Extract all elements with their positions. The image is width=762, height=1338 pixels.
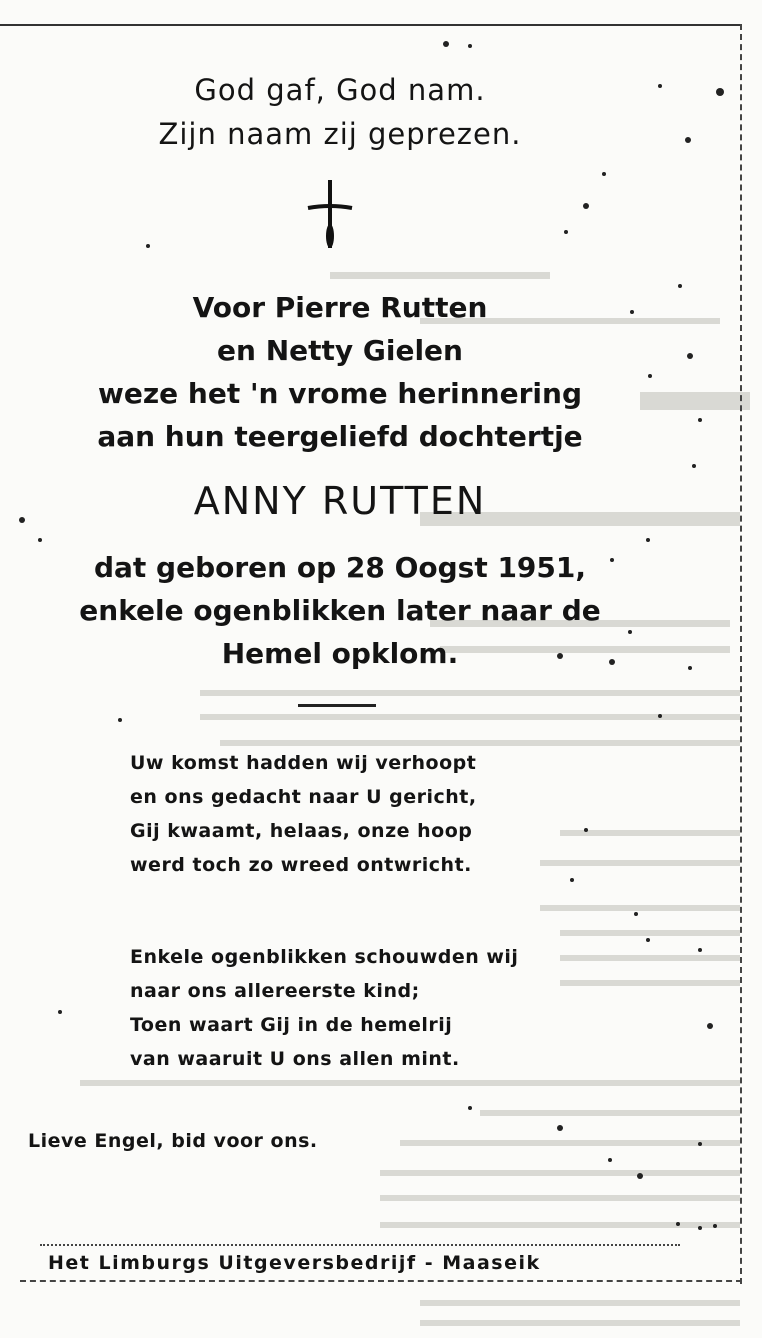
verse-1-line: en ons gedacht naar U gericht, [130,786,477,808]
birth-line-3: Hemel opklom. [221,637,459,670]
verse-2-line: naar ons allereerste kind; [130,980,420,1002]
verse-1-line: werd toch zo wreed ontwricht. [130,854,472,876]
motto-line-1: God gaf, God nam. [194,73,486,107]
motto-line-2: Zijn naam zij geprezen. [158,117,522,151]
closing-prayer: Lieve Engel, bid voor ons. [28,1130,318,1152]
birth-line-1: dat geboren op 28 Oogst 1951, [93,551,587,584]
verse-2-line: van waaruit U ons allen mint. [130,1048,460,1070]
verse-1-line: Gij kwaamt, helaas, onze hoop [130,820,473,842]
dedication-line-4: aan hun teergeliefd dochtertje [97,420,583,453]
birth-line-2: enkele ogenblikken later naar de [79,594,601,627]
dedication-line-2: en Netty Gielen [217,334,463,367]
dedication-line-3: weze het 'n vrome herinnering [98,377,582,410]
verse-1-line: Uw komst hadden wij verhoopt [130,752,477,774]
verse-2-line: Enkele ogenblikken schouwden wij [130,946,519,968]
verse-2-line: Toen waart Gij in de hemelrij [130,1014,453,1036]
publisher-imprint: Het Limburgs Uitgeversbedrijf - Maaseik [48,1252,541,1274]
deceased-name: ANNY RUTTEN [193,479,487,523]
dedication-line-1: Voor Pierre Rutten [192,291,488,324]
